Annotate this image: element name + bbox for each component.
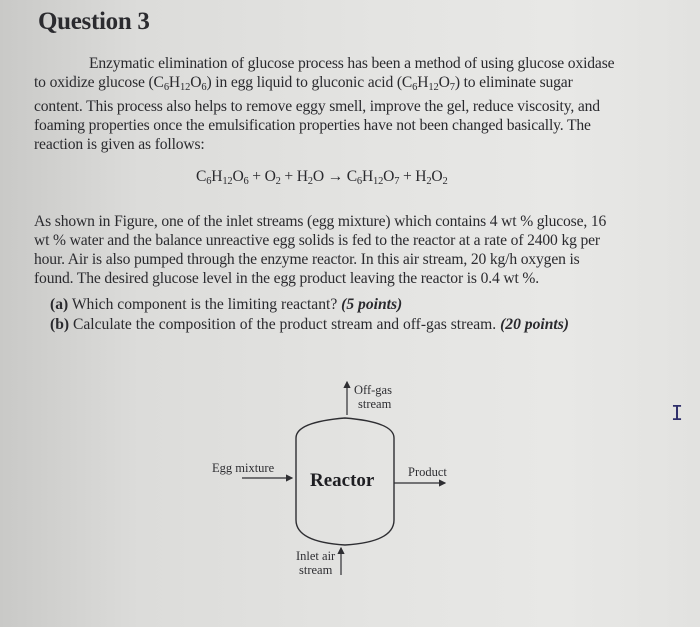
problem-line-1: As shown in Figure, one of the inlet streams (egg mixture) which contains 4 wt % glucose, 16 [34,213,607,230]
reaction-arrow: → [327,168,344,185]
intro-line-1: Enzymatic elimination of glucose process has been a method of using glucose oxidase [89,55,615,72]
problem-line-3: hour. Air is also pumped through the enzyme reactor. In this air stream, 20 kg/h oxygen is [34,251,580,268]
intro-line-3: content. This process also helps to remove eggy smell, improve the gel, reduce viscosity, and [34,98,600,115]
intro-line-4: foaming properties once the emulsification properties have not been changed basically. The [34,117,591,134]
text-cursor-icon: I [670,401,684,425]
problem-line-2: wt % water and the balance unreactive egg solids is fed to the reactor at a rate of 2400 kg per [34,232,600,249]
reactor-diagram [190,370,470,590]
offgas-label-1: Off-gas [354,383,392,397]
offgas-label-2: stream [358,397,392,411]
inlet-air-label-1: Inlet air [296,549,336,563]
reaction-equation: $C_6H_{12}O_6 + O_2 + H_2O \to C_6H_{12}O_7 + H_2O_2$ [196,168,448,187]
part-a: (a) Which component is the limiting reactant? (5 points) [50,296,403,313]
problem-line-4: found. The desired glucose level in the egg product leaving the reactor is 0.4 wt %. [34,270,540,287]
intro-line-2: to oxidize glucose $(C_6H_{12}O_6)$ in egg liquid to gluconic acid $(C_6H_{12}O_7)$ to eliminate sugar [34,74,573,93]
intro-line-5: reaction is given as follows: [34,136,205,153]
question-parts [50,295,569,335]
problem-paragraph [34,212,674,288]
inlet-air-label-2: stream [299,563,333,577]
part-b: (b) Calculate the composition of the product stream and off-gas stream. (20 points) [50,316,569,333]
product-label: Product [408,465,447,479]
reactor-label: Reactor [310,470,375,491]
egg-mixture-label: Egg mixture [212,461,275,475]
question-title: Question 3 [38,8,150,35]
intro-paragraph [34,54,674,154]
